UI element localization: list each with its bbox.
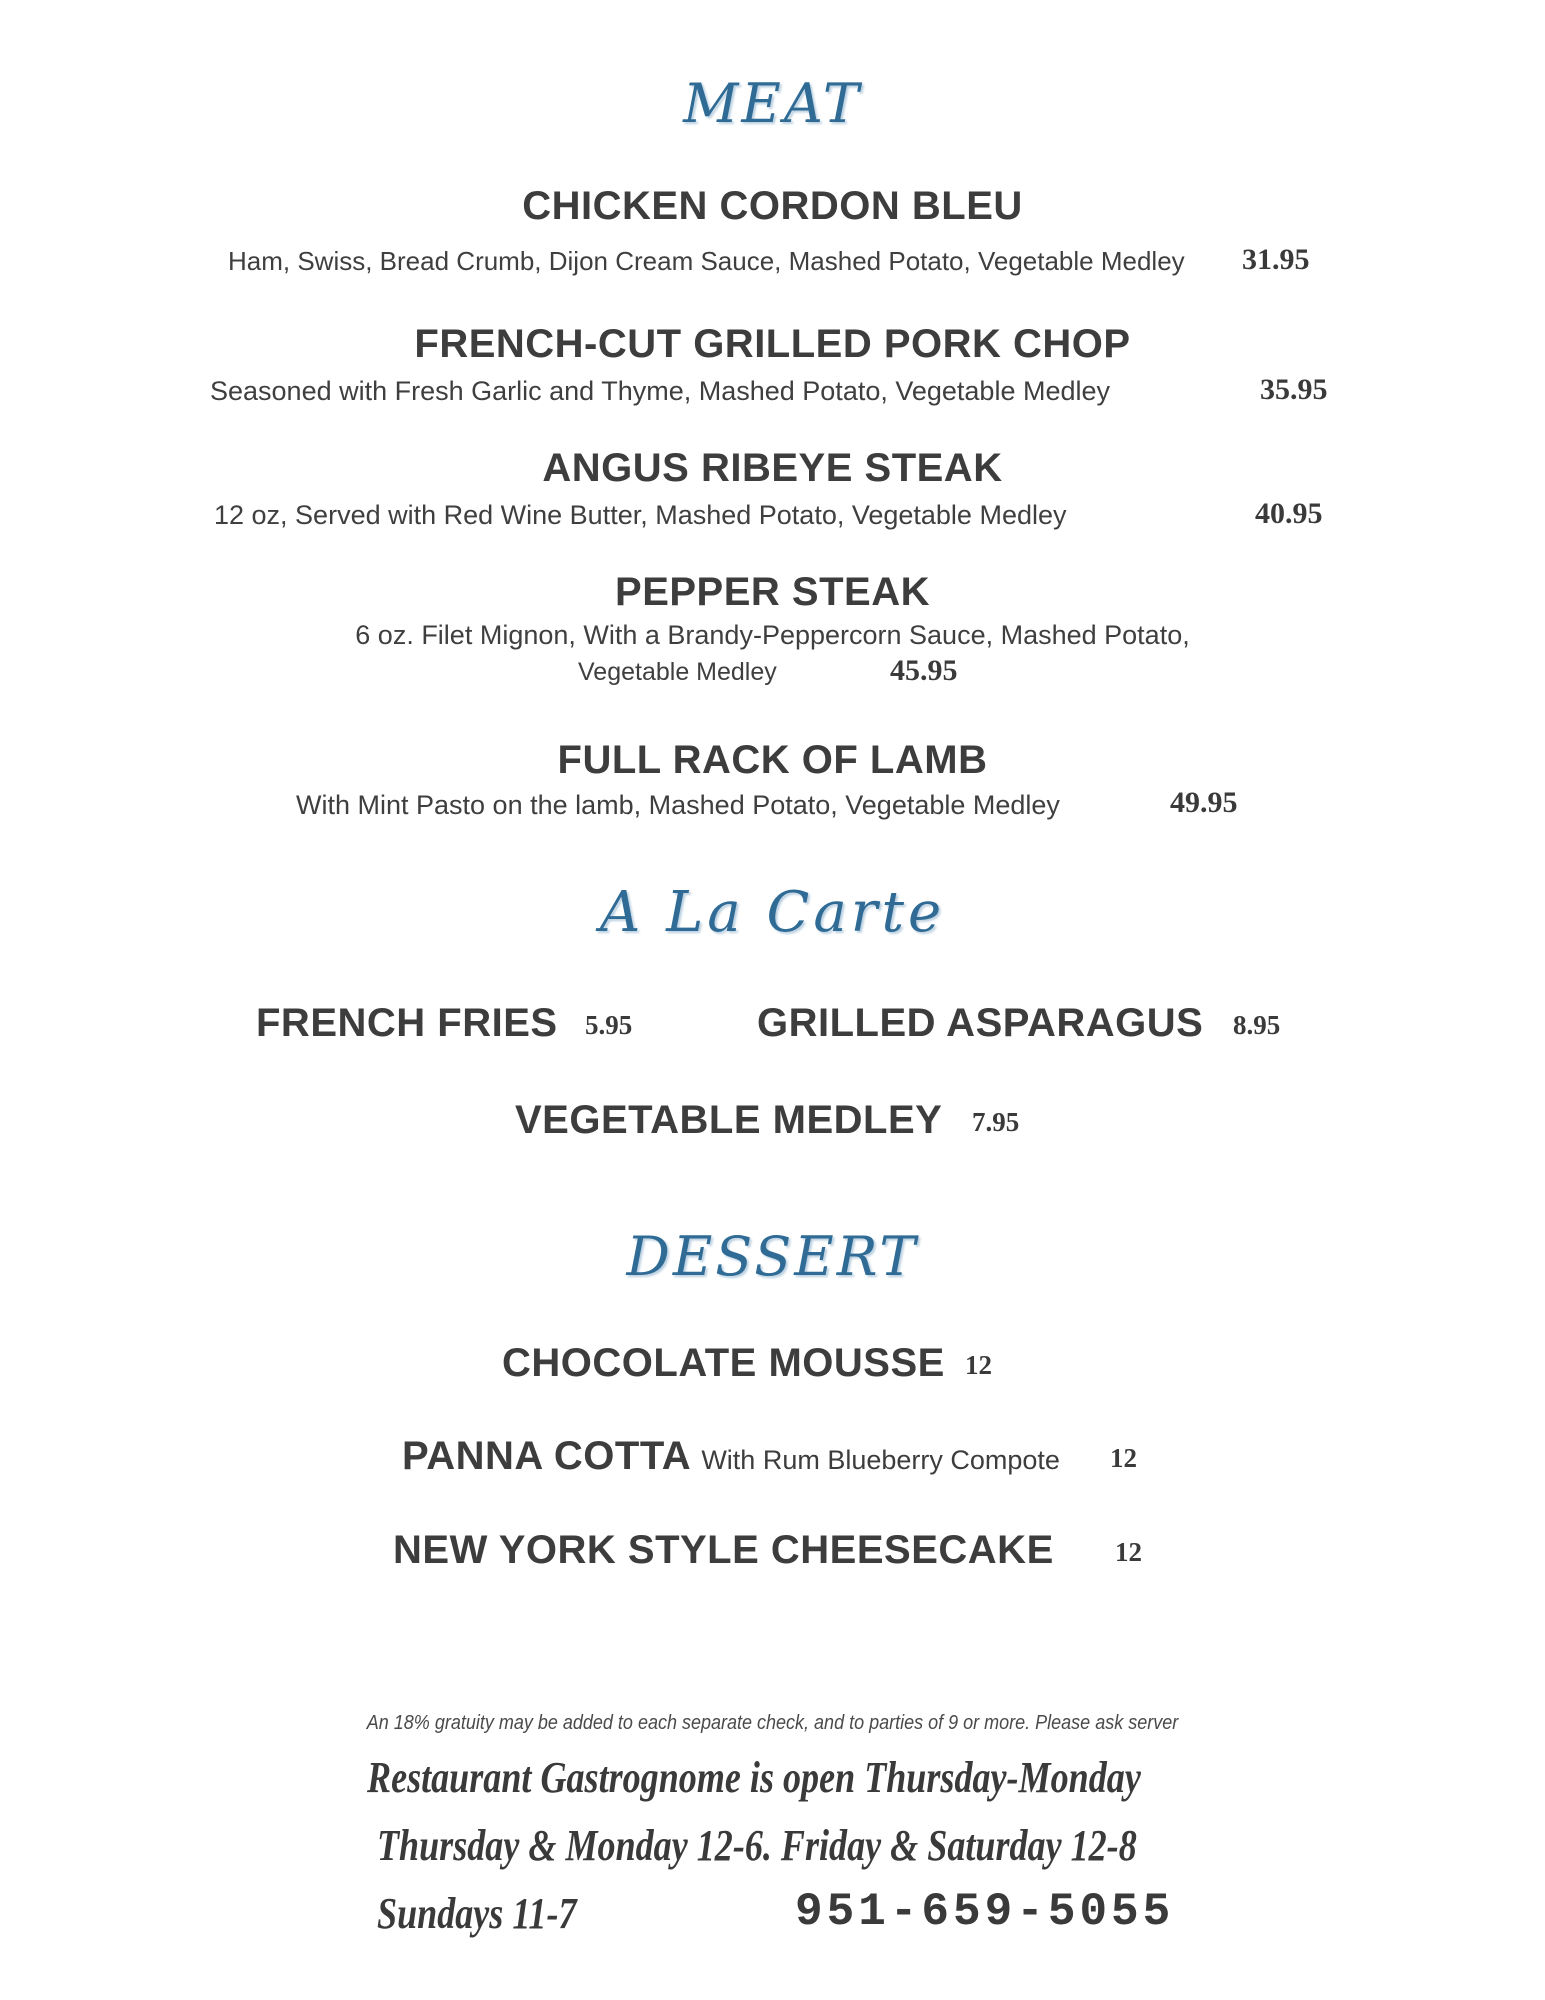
- hours-line-1: Restaurant Gastrognome is open Thursday-Monday: [367, 1753, 1141, 1802]
- item-name-chocolate-mousse: CHOCOLATE MOUSSE: [502, 1341, 945, 1385]
- item-name-angus-ribeye: ANGUS RIBEYE STEAK: [542, 446, 1003, 490]
- item-description-chicken-cordon-bleu: Ham, Swiss, Bread Crumb, Dijon Cream Sauce, Mashed Potato, Vegetable Medley: [228, 246, 1185, 276]
- item-name-vegetable-medley: VEGETABLE MEDLEY: [515, 1098, 943, 1142]
- item-price-grilled-asparagus: 8.95: [1233, 1010, 1281, 1040]
- item-name-rack-of-lamb: FULL RACK OF LAMB: [557, 738, 988, 782]
- menu-item-name: [0, 570, 1545, 615]
- item-description-pepper-steak: [0, 620, 1545, 651]
- section-title-meat: MEAT: [683, 72, 862, 135]
- item-description-pork-chop: Seasoned with Fresh Garlic and Thyme, Mashed Potato, Vegetable Medley: [210, 376, 1111, 406]
- item-name-french-fries: FRENCH FRIES: [256, 1001, 558, 1045]
- item-name-pork-chop: FRENCH-CUT GRILLED PORK CHOP: [414, 322, 1131, 366]
- item-name-grilled-asparagus: GRILLED ASPARAGUS: [757, 1001, 1204, 1045]
- item-name-cheesecake: NEW YORK STYLE CHEESECAKE: [393, 1528, 1054, 1572]
- menu-item-name: [0, 322, 1545, 367]
- menu-item-name: [0, 738, 1545, 783]
- phone-number: 951-659-5055: [795, 1886, 1175, 1938]
- item-description-panna-cotta: With Rum Blueberry Compote: [701, 1445, 1060, 1475]
- section-title-a-la-carte: A La Carte: [599, 880, 946, 945]
- item-price-cheesecake: 12: [1115, 1537, 1142, 1567]
- item-price-chocolate-mousse: 12: [965, 1350, 992, 1380]
- item-name-pepper-steak: PEPPER STEAK: [615, 570, 930, 614]
- menu-item-name: [0, 446, 1545, 491]
- item-price-pepper-steak: 45.95: [890, 654, 958, 687]
- item-description-rack-of-lamb: With Mint Pasto on the lamb, Mashed Potato, Vegetable Medley: [296, 790, 1060, 820]
- item-price-pork-chop: 35.95: [1260, 373, 1328, 406]
- section-title-dessert: DESSERT: [626, 1225, 919, 1288]
- item-description-line: 6 oz. Filet Mignon, With a Brandy-Peppercorn Sauce, Mashed Potato,: [355, 620, 1190, 650]
- menu-item-name: [0, 184, 1545, 229]
- item-price-rack-of-lamb: 49.95: [1170, 786, 1238, 819]
- item-price-angus-ribeye: 40.95: [1255, 497, 1323, 530]
- item-description-angus-ribeye: 12 oz, Served with Red Wine Butter, Mashed Potato, Vegetable Medley: [214, 500, 1067, 530]
- item-price-vegetable-medley: 7.95: [972, 1107, 1020, 1137]
- item-price-chicken-cordon-bleu: 31.95: [1242, 243, 1310, 276]
- gratuity-note: An 18% gratuity may be added to each separate check, and to parties of 9 or more. Please ask server: [366, 1712, 1179, 1734]
- item-price-french-fries: 5.95: [585, 1010, 633, 1040]
- item-price-panna-cotta: 12: [1110, 1443, 1137, 1473]
- hours-line-3: Sundays 11-7: [377, 1889, 577, 1938]
- item-name-text: PANNA COTTA: [402, 1434, 690, 1478]
- item-name-chicken-cordon-bleu: CHICKEN CORDON BLEU: [522, 184, 1023, 228]
- item-name-panna-cotta: [402, 1434, 1060, 1479]
- item-description-pepper-steak-line2: Vegetable Medley: [578, 658, 777, 686]
- hours-line-2: Thursday & Monday 12-6. Friday & Saturday 12-8: [377, 1821, 1137, 1870]
